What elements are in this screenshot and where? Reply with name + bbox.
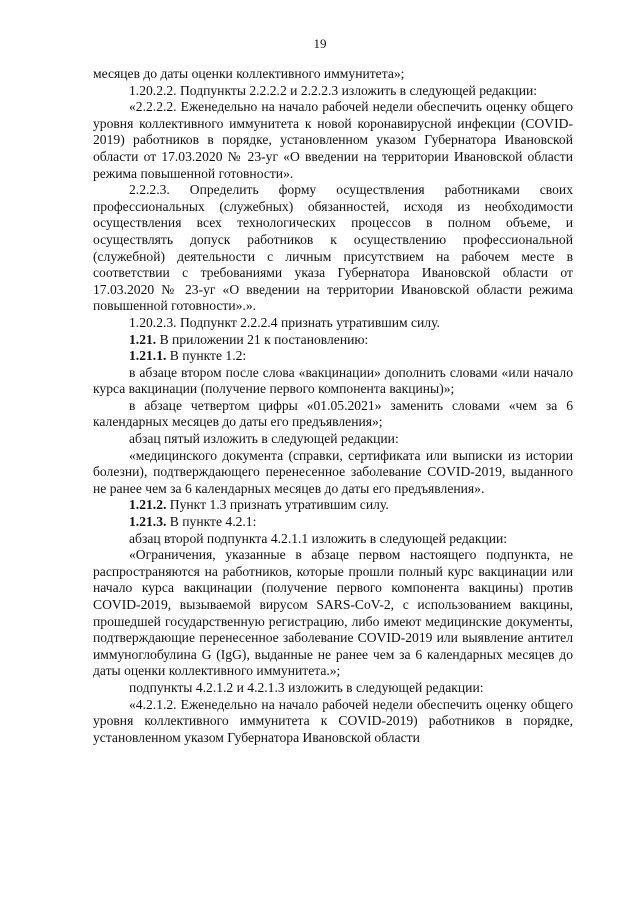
paragraph-text: в абзаце втором после слова «вакцинации» дополнить словами «или начало курса вакцинации (получение первого компонента вакцины)»;: [93, 364, 573, 397]
paragraph-text: Пункт 1.3 признать утратившим силу.: [166, 497, 389, 513]
paragraph: [93, 365, 573, 398]
paragraph-text: подпункты 4.2.1.2 и 4.2.1.3 изложить в следующей редакции:: [129, 679, 484, 695]
paragraph: [93, 83, 573, 100]
paragraph-number: 1.21.1.: [129, 348, 167, 364]
paragraph-text: «медицинского документа (справки, сертификата или выписки из истории болезни), подтверждающего перенесенное заболевание COVID-2019, выданного не ранее чем за 6 календарных месяцев до даты его предъявления».: [93, 447, 573, 496]
paragraph-text: В пункте 4.2.1:: [166, 514, 257, 530]
paragraph: [93, 66, 573, 83]
paragraph: [93, 99, 573, 182]
document-body: [93, 66, 573, 746]
paragraph-number: 1.21.: [129, 331, 157, 347]
paragraph: [93, 448, 573, 498]
paragraph-text: 1.20.2.2. Подпункты 2.2.2.2 и 2.2.2.3 изложить в следующей редакции:: [129, 82, 538, 98]
paragraph: [93, 547, 573, 680]
paragraph: [93, 182, 573, 315]
paragraph: [93, 348, 573, 365]
paragraph: [93, 431, 573, 448]
paragraph: [93, 332, 573, 349]
paragraph-text: «2.2.2.2. Еженедельно на начало рабочей недели обеспечить оценку общего уровня коллективного иммунитета к новой коронавирусной инфекции (COVID-2019) работников в порядке, установленном указом Губернатора Ивановской области от 17.03.2020 № 23-уг «О введении на территории Ивановской области режима повышенной готовности».: [93, 99, 573, 181]
paragraph: [93, 398, 573, 431]
paragraph: [93, 680, 573, 697]
paragraph-number: 1.21.3.: [129, 514, 167, 530]
paragraph-text: В пункте 1.2:: [166, 348, 247, 364]
paragraph: [93, 497, 573, 514]
paragraph-text: 2.2.2.3. Определить форму осуществления работниками своих профессиональных (служебных) обязанностей, исходя из необходимости осуществления всех технологических процессов в полном объеме, и осуществлять допуск работников к осуществлению профессиональной (служебной) деятельности с личным присутствием на рабочем месте в соответствии с требованиями указа Губернатора Ивановской области от 17.03.2020 № 23-уг «О введении на территории Ивановской области режима повышенной готовности».».: [93, 182, 573, 314]
paragraph-text: «4.2.1.2. Еженедельно на начало рабочей недели обеспечить оценку общего уровня коллективного иммунитета к COVID-2019) работников в порядке, установленном указом Губернатора Ивановской области: [93, 696, 573, 745]
paragraph: [93, 514, 573, 531]
paragraph-text: абзац второй подпункта 4.2.1.1 изложить в следующей редакции:: [129, 530, 508, 546]
paragraph-text: абзац пятый изложить в следующей редакции:: [129, 431, 399, 447]
paragraph: [93, 315, 573, 332]
paragraph-number: 1.21.2.: [129, 497, 167, 513]
paragraph-text: месяцев до даты оценки коллективного иммунитета»;: [93, 66, 405, 81]
paragraph-text: В приложении 21 к постановлению:: [156, 331, 369, 347]
paragraph-text: 1.20.2.3. Подпункт 2.2.2.4 признать утратившим силу.: [129, 314, 440, 330]
paragraph-text: в абзаце четвертом цифры «01.05.2021» заменить словами «чем за 6 календарных месяцев до даты его предъявления»;: [93, 397, 573, 430]
page-number: 19: [313, 36, 327, 51]
paragraph: [93, 531, 573, 548]
paragraph: [93, 697, 573, 747]
paragraph-text: «Ограничения, указанные в абзаце первом настоящего подпункта, не распространяются на работников, которые прошли полный курс вакцинации или начало курса вакцинации (получение первого компонента вакцины) против COVID-2019, вызываемой вирусом SARS-CoV-2, с использованием вакцины, прошедшей государственную регистрацию, либо имеют медицинские документы, подтверждающие перенесенное заболевание COVID-2019 или выявление антител иммуноглобулина G (IgG), выданные не ранее чем за 6 календарных месяцев до даты оценки коллективного иммунитета.»;: [93, 547, 573, 679]
